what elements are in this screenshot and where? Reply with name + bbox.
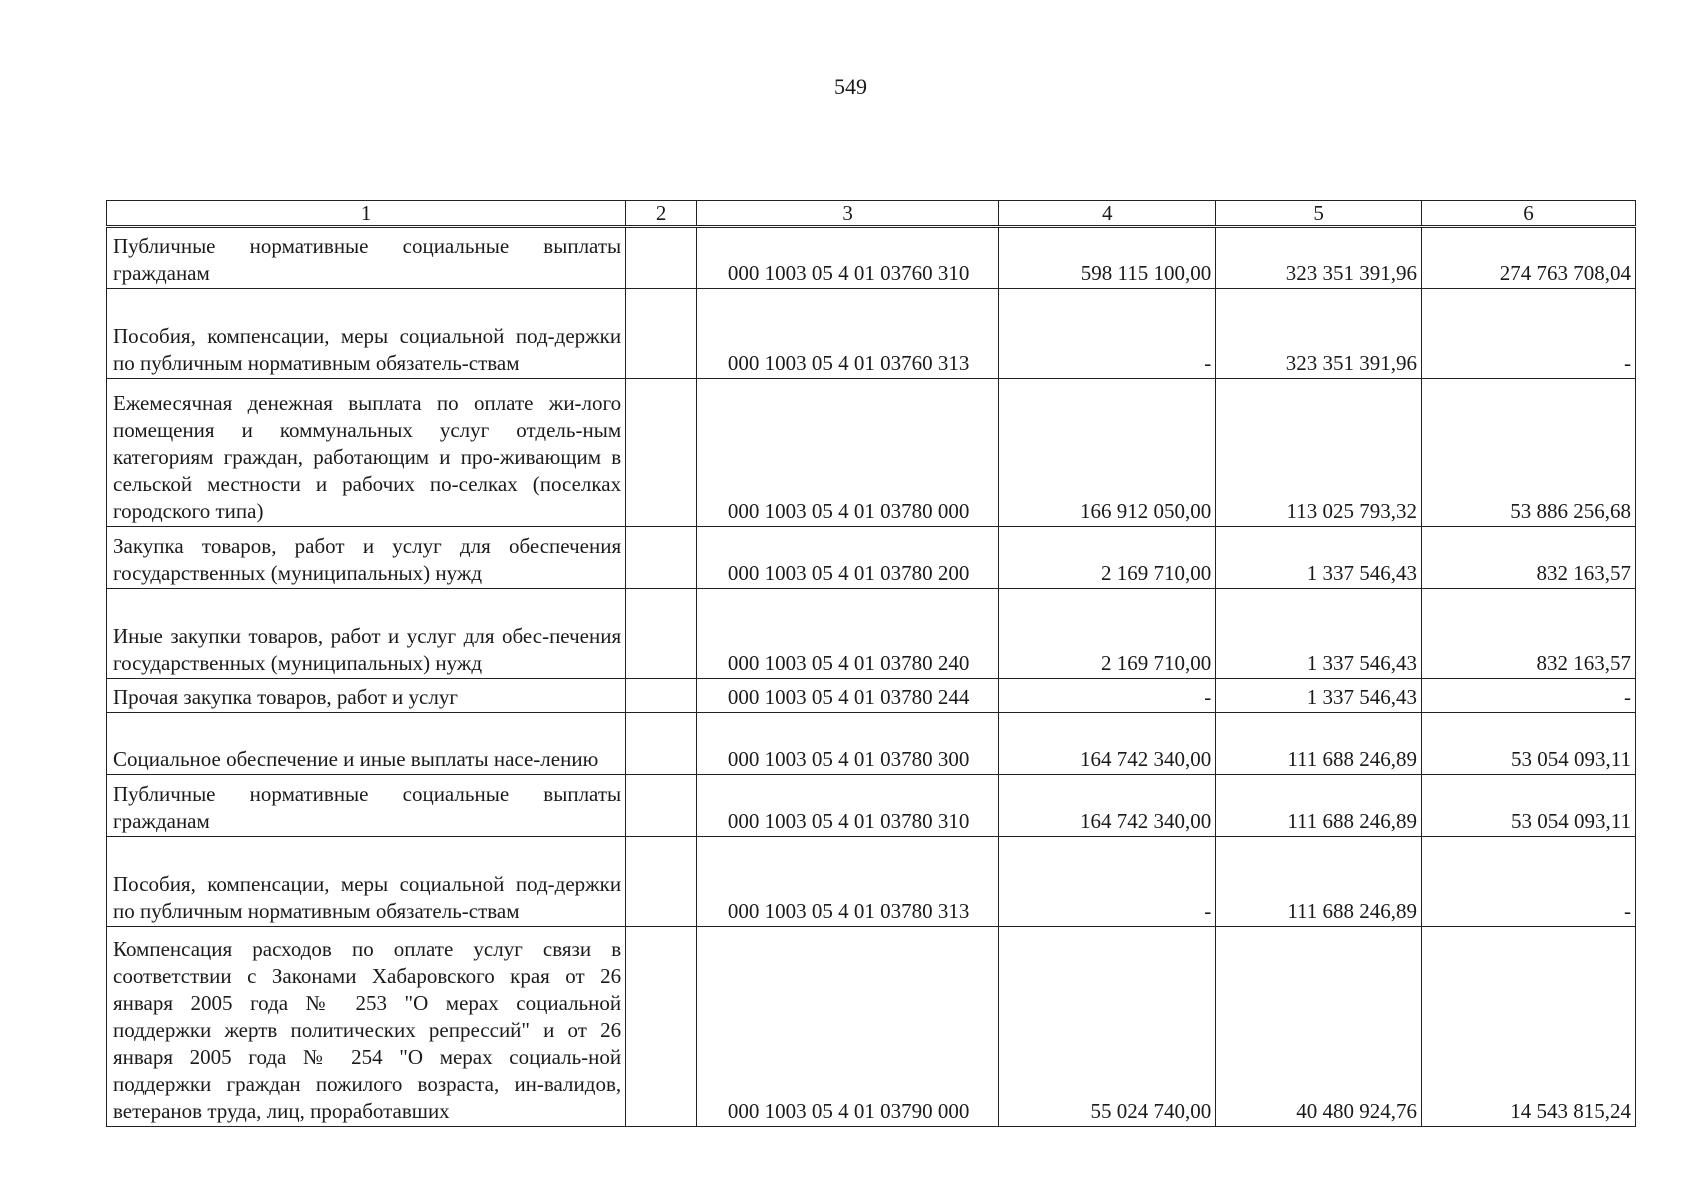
row-col6: 832 163,57 bbox=[1422, 527, 1636, 589]
row-col6: 53 886 256,68 bbox=[1422, 379, 1636, 527]
row-col4: - bbox=[999, 837, 1216, 927]
table-row bbox=[107, 289, 1636, 379]
row-code: 000 1003 05 4 01 03780 000 bbox=[697, 379, 999, 527]
row-col6: - bbox=[1422, 289, 1636, 379]
row-col4: 164 742 340,00 bbox=[999, 713, 1216, 775]
row-col2 bbox=[626, 289, 697, 379]
table-row bbox=[107, 837, 1636, 927]
row-col2 bbox=[626, 775, 697, 837]
row-name: Пособия, компенсации, меры социальной под-держки по публичным нормативным обязатель-ствам bbox=[107, 837, 626, 927]
row-col4: 166 912 050,00 bbox=[999, 379, 1216, 527]
row-col4: - bbox=[999, 679, 1216, 713]
table-row bbox=[107, 527, 1636, 589]
row-col5: 40 480 924,76 bbox=[1216, 927, 1422, 1127]
row-col6: - bbox=[1422, 679, 1636, 713]
table-row bbox=[107, 589, 1636, 679]
row-col2 bbox=[626, 589, 697, 679]
row-name: Иные закупки товаров, работ и услуг для обес-печения государственных (муниципальных) нужд bbox=[107, 589, 626, 679]
row-col5: 1 337 546,43 bbox=[1216, 679, 1422, 713]
row-col6: 832 163,57 bbox=[1422, 589, 1636, 679]
row-col5: 113 025 793,32 bbox=[1216, 379, 1422, 527]
row-col6: 274 763 708,04 bbox=[1422, 227, 1636, 289]
row-col4: 164 742 340,00 bbox=[999, 775, 1216, 837]
row-name: Закупка товаров, работ и услуг для обеспечения государственных (муниципальных) нужд bbox=[107, 527, 626, 589]
column-header-3: 3 bbox=[697, 201, 999, 227]
row-col4: 55 024 740,00 bbox=[999, 927, 1216, 1127]
column-header-4: 4 bbox=[999, 201, 1216, 227]
table-row bbox=[107, 227, 1636, 289]
row-col5: 323 351 391,96 bbox=[1216, 289, 1422, 379]
table-row bbox=[107, 379, 1636, 527]
table-row bbox=[107, 679, 1636, 713]
row-col2 bbox=[626, 837, 697, 927]
row-code: 000 1003 05 4 01 03780 200 bbox=[697, 527, 999, 589]
column-header-2: 2 bbox=[626, 201, 697, 227]
row-col5: 1 337 546,43 bbox=[1216, 589, 1422, 679]
row-col6: 14 543 815,24 bbox=[1422, 927, 1636, 1127]
row-code: 000 1003 05 4 01 03760 313 bbox=[697, 289, 999, 379]
row-col4: 598 115 100,00 bbox=[999, 227, 1216, 289]
row-col6: - bbox=[1422, 837, 1636, 927]
row-col5: 111 688 246,89 bbox=[1216, 775, 1422, 837]
row-name: Пособия, компенсации, меры социальной под-держки по публичным нормативным обязатель-ствам bbox=[107, 289, 626, 379]
row-col2 bbox=[626, 527, 697, 589]
row-name: Публичные нормативные социальные выплаты гражданам bbox=[107, 775, 626, 837]
row-code: 000 1003 05 4 01 03760 310 bbox=[697, 227, 999, 289]
budget-table bbox=[106, 200, 1636, 1127]
row-col4: 2 169 710,00 bbox=[999, 589, 1216, 679]
table-row bbox=[107, 775, 1636, 837]
column-header-5: 5 bbox=[1216, 201, 1422, 227]
row-col4: 2 169 710,00 bbox=[999, 527, 1216, 589]
page-number: 549 bbox=[834, 74, 867, 99]
row-col4: - bbox=[999, 289, 1216, 379]
row-col2 bbox=[626, 927, 697, 1127]
row-col6: 53 054 093,11 bbox=[1422, 713, 1636, 775]
row-name: Социальное обеспечение и иные выплаты насе-лению bbox=[107, 713, 626, 775]
row-name: Ежемесячная денежная выплата по оплате жи-лого помещения и коммунальных услуг отдель-ным категориям граждан, работающим и про-живающим в сельской местности и рабочих по-селках (поселках городского типа) bbox=[107, 379, 626, 527]
row-col2 bbox=[626, 679, 697, 713]
row-col5: 323 351 391,96 bbox=[1216, 227, 1422, 289]
row-name: Публичные нормативные социальные выплаты гражданам bbox=[107, 227, 626, 289]
row-col2 bbox=[626, 379, 697, 527]
table-header-row bbox=[107, 201, 1636, 227]
column-header-1: 1 bbox=[107, 201, 626, 227]
row-col6: 53 054 093,11 bbox=[1422, 775, 1636, 837]
row-code: 000 1003 05 4 01 03780 310 bbox=[697, 775, 999, 837]
row-col2 bbox=[626, 227, 697, 289]
table-row bbox=[107, 713, 1636, 775]
row-col2 bbox=[626, 713, 697, 775]
row-col5: 1 337 546,43 bbox=[1216, 527, 1422, 589]
row-code: 000 1003 05 4 01 03780 244 bbox=[697, 679, 999, 713]
row-code: 000 1003 05 4 01 03780 300 bbox=[697, 713, 999, 775]
row-col5: 111 688 246,89 bbox=[1216, 713, 1422, 775]
row-name: Прочая закупка товаров, работ и услуг bbox=[107, 679, 626, 713]
row-code: 000 1003 05 4 01 03780 240 bbox=[697, 589, 999, 679]
table-row bbox=[107, 927, 1636, 1127]
row-col5: 111 688 246,89 bbox=[1216, 837, 1422, 927]
row-code: 000 1003 05 4 01 03790 000 bbox=[697, 927, 999, 1127]
row-code: 000 1003 05 4 01 03780 313 bbox=[697, 837, 999, 927]
column-header-6: 6 bbox=[1422, 201, 1636, 227]
row-name: Компенсация расходов по оплате услуг связи в соответствии с Законами Хабаровского края от 26 января 2005 года № 253 "О мерах социальной поддержки жертв политических репрессий" и от 26 января 2005 года № 254 "О мерах социаль-ной поддержки граждан пожилого возраста, ин-валидов, ветеранов труда, лиц, проработавших bbox=[107, 927, 626, 1127]
